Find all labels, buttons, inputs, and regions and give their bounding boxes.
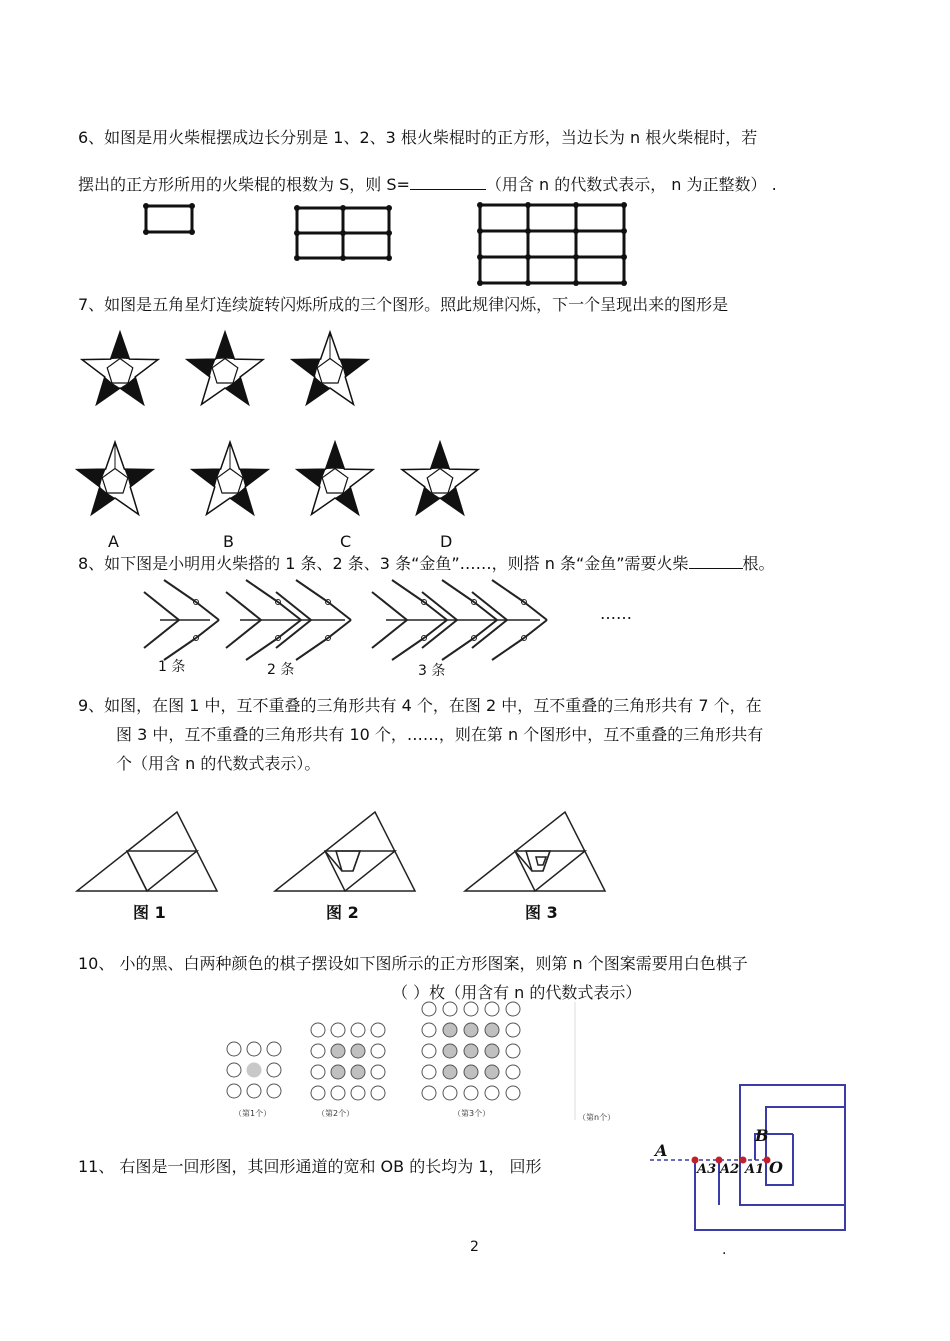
- q7-option-c-star: [297, 442, 373, 514]
- q9-line3: 个（用含 n 的代数式表示）。: [116, 754, 321, 773]
- q7-option-d[interactable]: D: [440, 532, 453, 551]
- q8-label-3: 3 条: [418, 663, 446, 679]
- q10-line1: 10、 小的黑、白两种颜色的棋子摆设如下图所示的正方形图案，则第 n 个图案需要用白色棋子: [78, 954, 748, 973]
- q8-line1: [78, 552, 775, 574]
- q9-figure-3: [465, 812, 605, 891]
- q7-star-1: [82, 332, 158, 404]
- q8-label-2: 2 条: [267, 662, 295, 678]
- q11-spiral-figure: [640, 1080, 855, 1235]
- q10-pattern-3: [422, 1002, 520, 1100]
- q10-pattern-1: [227, 1042, 281, 1098]
- q8-ellipsis: ……: [600, 604, 632, 623]
- q8-line1-end: 根。: [742, 554, 775, 573]
- fish-2: [226, 580, 351, 660]
- q8-label-1: 1 条: [158, 659, 186, 675]
- q6-line2: [78, 173, 777, 195]
- fish-3: [372, 580, 547, 660]
- q6-line2-start: 摆出的正方形所用的火柴棍的根数为 S，则 S=: [78, 175, 410, 194]
- q7-option-b-star: [192, 442, 268, 514]
- page-number: 2: [470, 1239, 479, 1255]
- q9-caption-3: 图 3: [525, 903, 558, 922]
- q10-caption-3: （第3个）: [453, 1109, 491, 1118]
- q11-label-a2: A2: [720, 1162, 740, 1177]
- q8-answer-blank[interactable]: [689, 552, 743, 569]
- q6-line1: 6、如图是用火柴棍摆成边长分别是 1、2、3 根火柴棍时的正方形，当边长为 n 根火柴棍时，若: [78, 128, 758, 147]
- q11-label-a1: A1: [745, 1162, 765, 1177]
- q7-option-a[interactable]: A: [108, 532, 119, 551]
- q10-caption-n: （第n个）: [578, 1113, 616, 1122]
- q9-figure-1: [77, 812, 217, 891]
- q8-matchstick-fish: [140, 580, 560, 660]
- matchstick-square-3: [480, 205, 624, 283]
- q7-line1: 7、如图是五角星灯连续旋转闪烁所成的三个图形。照此规律闪烁，下一个呈现出来的图形是: [78, 295, 729, 314]
- q7-option-a-star: [77, 442, 153, 514]
- q10-caption-2: （第2个）: [317, 1109, 355, 1118]
- q9-line1: 9、如图，在图 1 中，互不重叠的三角形共有 4 个，在图 2 中，互不重叠的三角形共有 7 个，在: [78, 696, 762, 715]
- q11-label-a: A: [655, 1141, 668, 1160]
- q10-caption-1: （第1个）: [234, 1109, 272, 1118]
- q11-line1: 11、 右图是一回形图，其回形通道的宽和 OB 的长均为 1， 回形: [78, 1157, 542, 1176]
- q10-line2: （ ）枚（用含有 n 的代数式表示）: [392, 983, 642, 1002]
- q7-star-3: [292, 332, 368, 404]
- q7-option-c[interactable]: C: [340, 532, 352, 551]
- q7-star-2: [187, 332, 263, 404]
- q7-option-d-star: [402, 442, 478, 514]
- q10-chess-patterns: [220, 1000, 640, 1125]
- q9-line2: 图 3 中，互不重叠的三角形共有 10 个，……，则在第 n 个图形中，互不重叠的三角形共有: [116, 725, 764, 744]
- footer-dot: .: [722, 1242, 727, 1258]
- q6-answer-blank[interactable]: [410, 173, 486, 190]
- q7-star-figures: [0, 330, 520, 540]
- q9-caption-2: 图 2: [326, 903, 359, 922]
- q9-caption-1: 图 1: [133, 903, 166, 922]
- q11-label-o: O: [769, 1158, 783, 1177]
- fish-1: [144, 580, 219, 660]
- q6-matchstick-squares: [140, 200, 640, 290]
- q6-line2-end: （用含 n 的代数式表示， n 为正整数） .: [485, 175, 777, 194]
- q7-option-b[interactable]: B: [223, 532, 234, 551]
- q11-label-a3: A3: [697, 1162, 717, 1177]
- q9-figure-2: [275, 812, 415, 891]
- matchstick-square-1: [146, 206, 192, 232]
- q11-label-b: B: [755, 1126, 769, 1145]
- q8-line1-start: 8、如下图是小明用火柴搭的 1 条、2 条、3 条“金鱼”……，则搭 n 条“金鱼”需要火柴: [78, 554, 689, 573]
- q10-pattern-2: [311, 1023, 385, 1100]
